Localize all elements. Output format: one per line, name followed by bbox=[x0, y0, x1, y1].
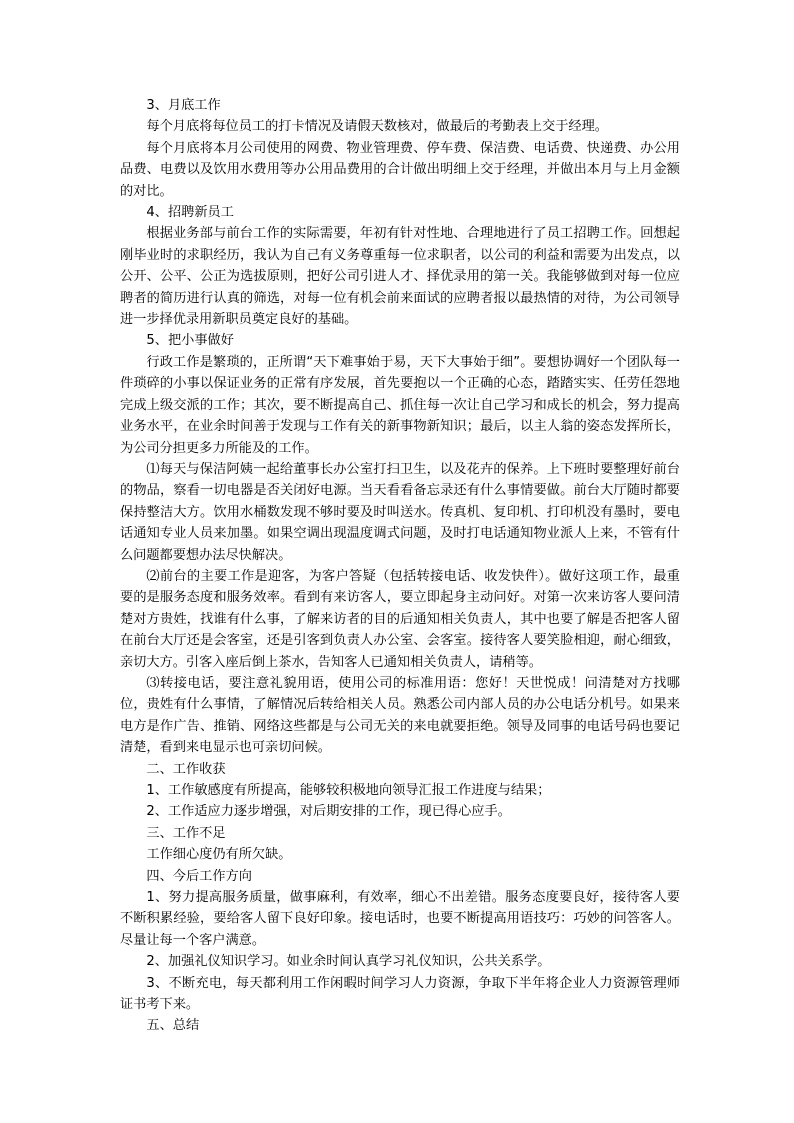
paragraph-reception: ⑵前台的主要工作是迎客，为客户答疑（包括转接电话、收发快件）。做好这项工作，最重要的是服务态度和服务效率。看到有来访客人，要立即起身主动问好。对第一次来访客人要问清楚对方贵姓，找谁有什么事，了解来访者的目的后通知相关负责人，其中也要了解是否把客人留在前台大厅还是会客室，还是引客到负责人办公室、会客室。接待客人要笑脸相迎，耐心细致，亲切大方。引客入座后倒上茶水，告知客人已通知相关负责人，请稍等。 bbox=[120, 568, 680, 670]
paragraph-attendance: 每个月底将每位员工的打卡情况及请假天数核对，做最后的考勤表上交于经理。 bbox=[146, 119, 608, 135]
paragraph-gain-1: 1、工作敏感度有所提高，能够较积极地向领导汇报工作进度与结果； bbox=[146, 783, 551, 798]
document-body bbox=[120, 95, 680, 1037]
paragraph-phone-transfer: ⑶转接电话，要注意礼貌用语，使用公司的标准用语：您好！天世悦成！问清楚对方找哪位，贵姓有什么事情，了解情况后转给相关人员。熟悉公司内部人员的办公电话分机号。如果来电方是作广告、推销、网络这些都是与公司无关的来电就要拒绝。领导及同事的电话号码也要记清楚，看到来电显示也可亲切问候。 bbox=[120, 675, 680, 756]
paragraph-expenses: 每个月底将本月公司使用的网费、物业管理费、停车费、保洁费、电话费、快递费、办公用品费、电费以及饮用水费用等办公用品费用的合计做出明细上交于经理，并做出本月与上月金额的对比。 bbox=[120, 140, 680, 199]
paragraph-future-3: 3、不断充电，每天都利用工作闲暇时间学习人力资源，争取下半年将企业人力资源管理师证书考下来。 bbox=[120, 975, 680, 1013]
heading-gains: 二、工作收获 bbox=[146, 761, 226, 777]
paragraph-future-2: 2、加强礼仪知识学习。如业余时间认真学习礼仪知识，公共关系学。 bbox=[146, 954, 551, 970]
paragraph-future-1: 1、努力提高服务质量，做事麻利，有效率，细心不出差错。服务态度要良好，接待客人要不断积累经验，要给客人留下良好印象。接电话时，也要不断提高用语技巧：巧妙的问答客人。尽量让每一个客户满意。 bbox=[120, 890, 680, 948]
heading-summary: 五、总结 bbox=[146, 1018, 200, 1034]
paragraph-admin-attitude: 行政工作是繁琐的，正所谓“天下难事始于易，天下大事始于细”。要想协调好一个团队每一件琐碎的小事以保证业务的正常有序发展，首先要抱以一个正确的心态，踏踏实实、任劳任怨地完成上级交派的工作；其次，要不断提高自己、抓住每一次让自己学习和成长的机会，努力提高业务水平，在业余时间善于发现与工作有关的新事物新知识；最后，以主人翁的姿态发挥所长，为公司分担更多力所能及的工作。 bbox=[120, 354, 680, 456]
heading-recruitment: 4、招聘新员工 bbox=[146, 205, 234, 221]
heading-month-end-work: 3、月底工作 bbox=[146, 98, 221, 113]
paragraph-gain-2: 2、工作适应力逐步增强，对后期安排的工作，现已得心应手。 bbox=[146, 804, 511, 820]
paragraph-daily-cleaning: ⑴每天与保洁阿姨一起给董事长办公室打扫卫生，以及花卉的保养。上下班时要整理好前台的物品，察看一切电器是否关闭好电源。当天看看备忘录还有什么事情要做。前台大厅随时都要保持整洁大方。饮用水桶数发现不够时要及时叫送水。传真机、复印机、打印机没有墨时，要电话通知专业人员来加墨。如果空调出现温度调式问题，及时打电话通知物业派人上来，不管有什么问题都要想办法尽快解决。 bbox=[120, 461, 680, 563]
heading-shortcomings: 三、工作不足 bbox=[146, 825, 226, 841]
heading-small-things: 5、把小事做好 bbox=[146, 333, 234, 349]
paragraph-shortcoming: 工作细心度仍有所欠缺。 bbox=[146, 847, 292, 863]
paragraph-recruitment: 根据业务部与前台工作的实际需要，年初有针对性地、合理地进行了员工招聘工作。回想起刚毕业时的求职经历，我认为自己有义务尊重每一位求职者，以公司的利益和需要为出发点，以公开、公平、公正为选拔原则，把好公司引进人才、择优录用的第一关。我能够做到对每一位应聘者的简历进行认真的筛选，对每一位有机会前来面试的应聘者报以最热情的对待，为公司领导进一步择优录用新职员奠定良好的基础。 bbox=[120, 226, 680, 328]
heading-future-direction: 四、今后工作方向 bbox=[146, 868, 252, 884]
